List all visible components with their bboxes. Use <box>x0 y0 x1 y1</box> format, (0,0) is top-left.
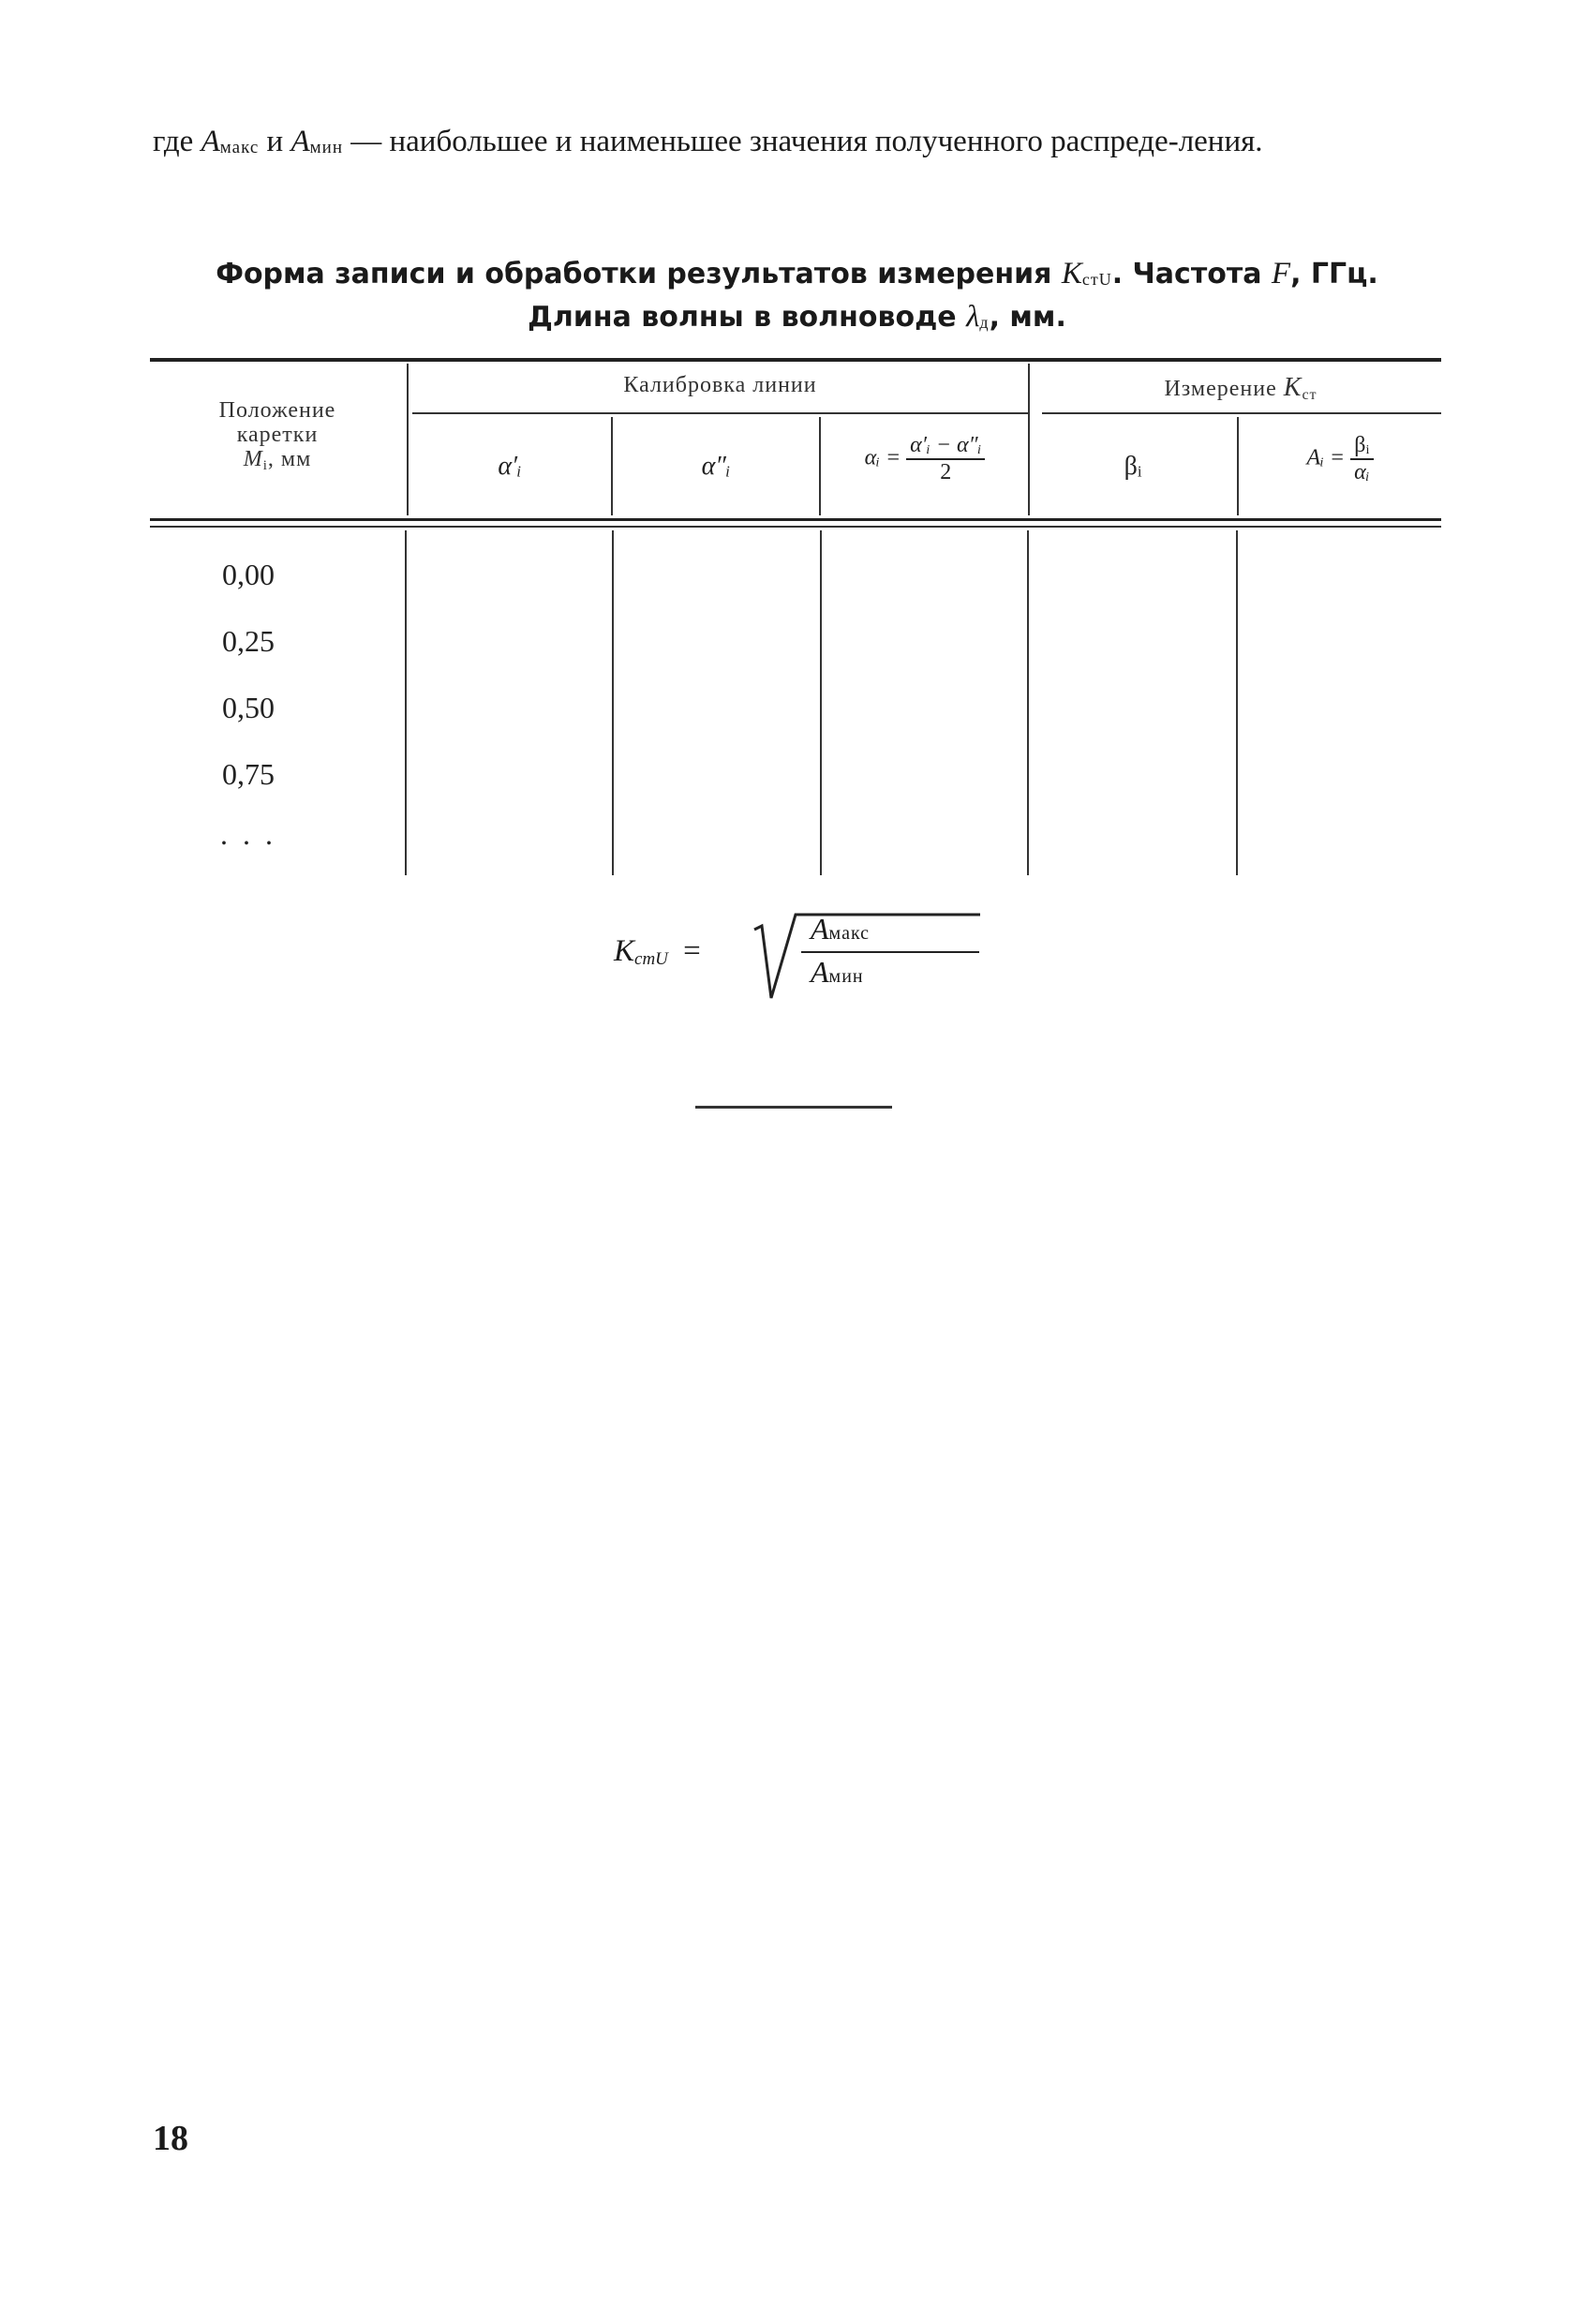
col-divider-1-header <box>407 364 409 515</box>
ksw-formula <box>614 904 989 1007</box>
col-divider-1 <box>405 530 407 875</box>
intro-rest: — наибольшее и наименьшее значения полученного распреде-ления. <box>350 125 1263 158</box>
amin-subscript: мин <box>309 138 343 157</box>
header-bottom-rule-2 <box>150 526 1441 528</box>
a-ratio-numerator: βᵢ <box>1350 433 1373 460</box>
amax-symbol: A <box>201 125 220 158</box>
intro-paragraph <box>153 124 1441 166</box>
formula-amax-subscript: макс <box>828 923 871 944</box>
position-header <box>150 398 405 478</box>
caption-lambda-subscript: д <box>979 313 990 332</box>
row-position-2: 0,50 <box>222 691 275 724</box>
measurement-header <box>1040 373 1441 404</box>
position-m-subscript: i <box>262 458 268 473</box>
col-alpha-double-prime: α″ᵢ <box>701 452 731 481</box>
table-top-rule <box>150 358 1441 362</box>
position-header-line3 <box>150 447 405 478</box>
col-divider-2 <box>612 530 614 875</box>
position-m-symbol: M <box>243 447 263 471</box>
caption-f-symbol: F <box>1271 257 1291 290</box>
row-position-3: 0,75 <box>222 757 275 791</box>
row-position-0: 0,00 <box>222 558 275 591</box>
formula-amin-subscript: мин <box>828 966 864 987</box>
intro-prefix: где <box>153 125 194 158</box>
formula-amax-symbol: A <box>811 912 829 946</box>
header-bottom-rule <box>150 518 1441 521</box>
col-divider-5 <box>1236 530 1238 875</box>
formula-fraction <box>801 912 979 990</box>
col-divider-3 <box>820 530 822 875</box>
closing-rule <box>695 1106 892 1109</box>
alpha-average-denominator: 2 <box>940 460 952 484</box>
row-position-1: 0,25 <box>222 624 275 658</box>
alpha-average-fraction <box>906 433 985 485</box>
row-position-ellipsis: . . . <box>220 817 276 851</box>
formula-k-symbol: K <box>614 934 635 968</box>
caption-part2: . Частота <box>1111 258 1262 290</box>
col-a-ratio <box>1239 433 1441 485</box>
caption-line2-text: Длина волны в волноводе <box>528 301 957 334</box>
col-alpha-prime: α′ᵢ <box>498 452 522 481</box>
intro-and: и <box>266 125 284 158</box>
table-caption <box>153 255 1441 341</box>
position-header-line1: Положение <box>218 398 336 423</box>
caption-k-subscript: стU <box>1081 270 1112 289</box>
formula-numerator <box>801 912 979 953</box>
calibration-header: Калибровка линии <box>623 373 817 397</box>
measurement-underline <box>1042 412 1441 414</box>
a-ratio-denominator: αᵢ <box>1354 460 1370 484</box>
formula-denominator <box>801 955 979 990</box>
caption-line2-unit: , мм. <box>989 301 1066 334</box>
caption-k-symbol: K <box>1061 257 1082 290</box>
col-divider-4-header <box>1028 364 1030 515</box>
measurement-k-symbol: K <box>1283 373 1303 402</box>
page-number: 18 <box>153 2119 188 2158</box>
formula-amin-symbol: A <box>811 955 829 989</box>
col-divider-4 <box>1027 530 1029 875</box>
caption-line-1 <box>153 255 1441 298</box>
caption-part3: , ГГц. <box>1290 258 1378 290</box>
col-divider-3-header <box>819 417 821 515</box>
alpha-average-numerator: α′ᵢ − α″ᵢ <box>906 433 985 460</box>
amin-symbol: A <box>290 125 310 158</box>
calibration-underline <box>412 412 1028 414</box>
caption-lambda: λ <box>966 300 980 334</box>
measurement-k-subscript: ст <box>1302 387 1318 403</box>
a-ratio-fraction <box>1350 433 1373 485</box>
formula-lhs <box>614 934 701 970</box>
position-unit: , мм <box>267 447 312 471</box>
alpha-average-lhs: αᵢ = <box>864 445 901 470</box>
caption-line-2 <box>153 298 1441 341</box>
a-ratio-lhs: Aᵢ = <box>1306 445 1346 470</box>
position-header-line2: каретки <box>236 423 319 447</box>
measurement-header-text: Измерение <box>1164 377 1277 401</box>
formula-equals: = <box>683 934 701 968</box>
caption-part1: Форма записи и обработки результатов измерения <box>216 258 1052 290</box>
formula-k-subscript: стU <box>634 949 668 969</box>
col-alpha-average <box>823 433 1027 485</box>
amax-subscript: макс <box>219 138 260 157</box>
col-beta: βᵢ <box>1124 452 1142 481</box>
